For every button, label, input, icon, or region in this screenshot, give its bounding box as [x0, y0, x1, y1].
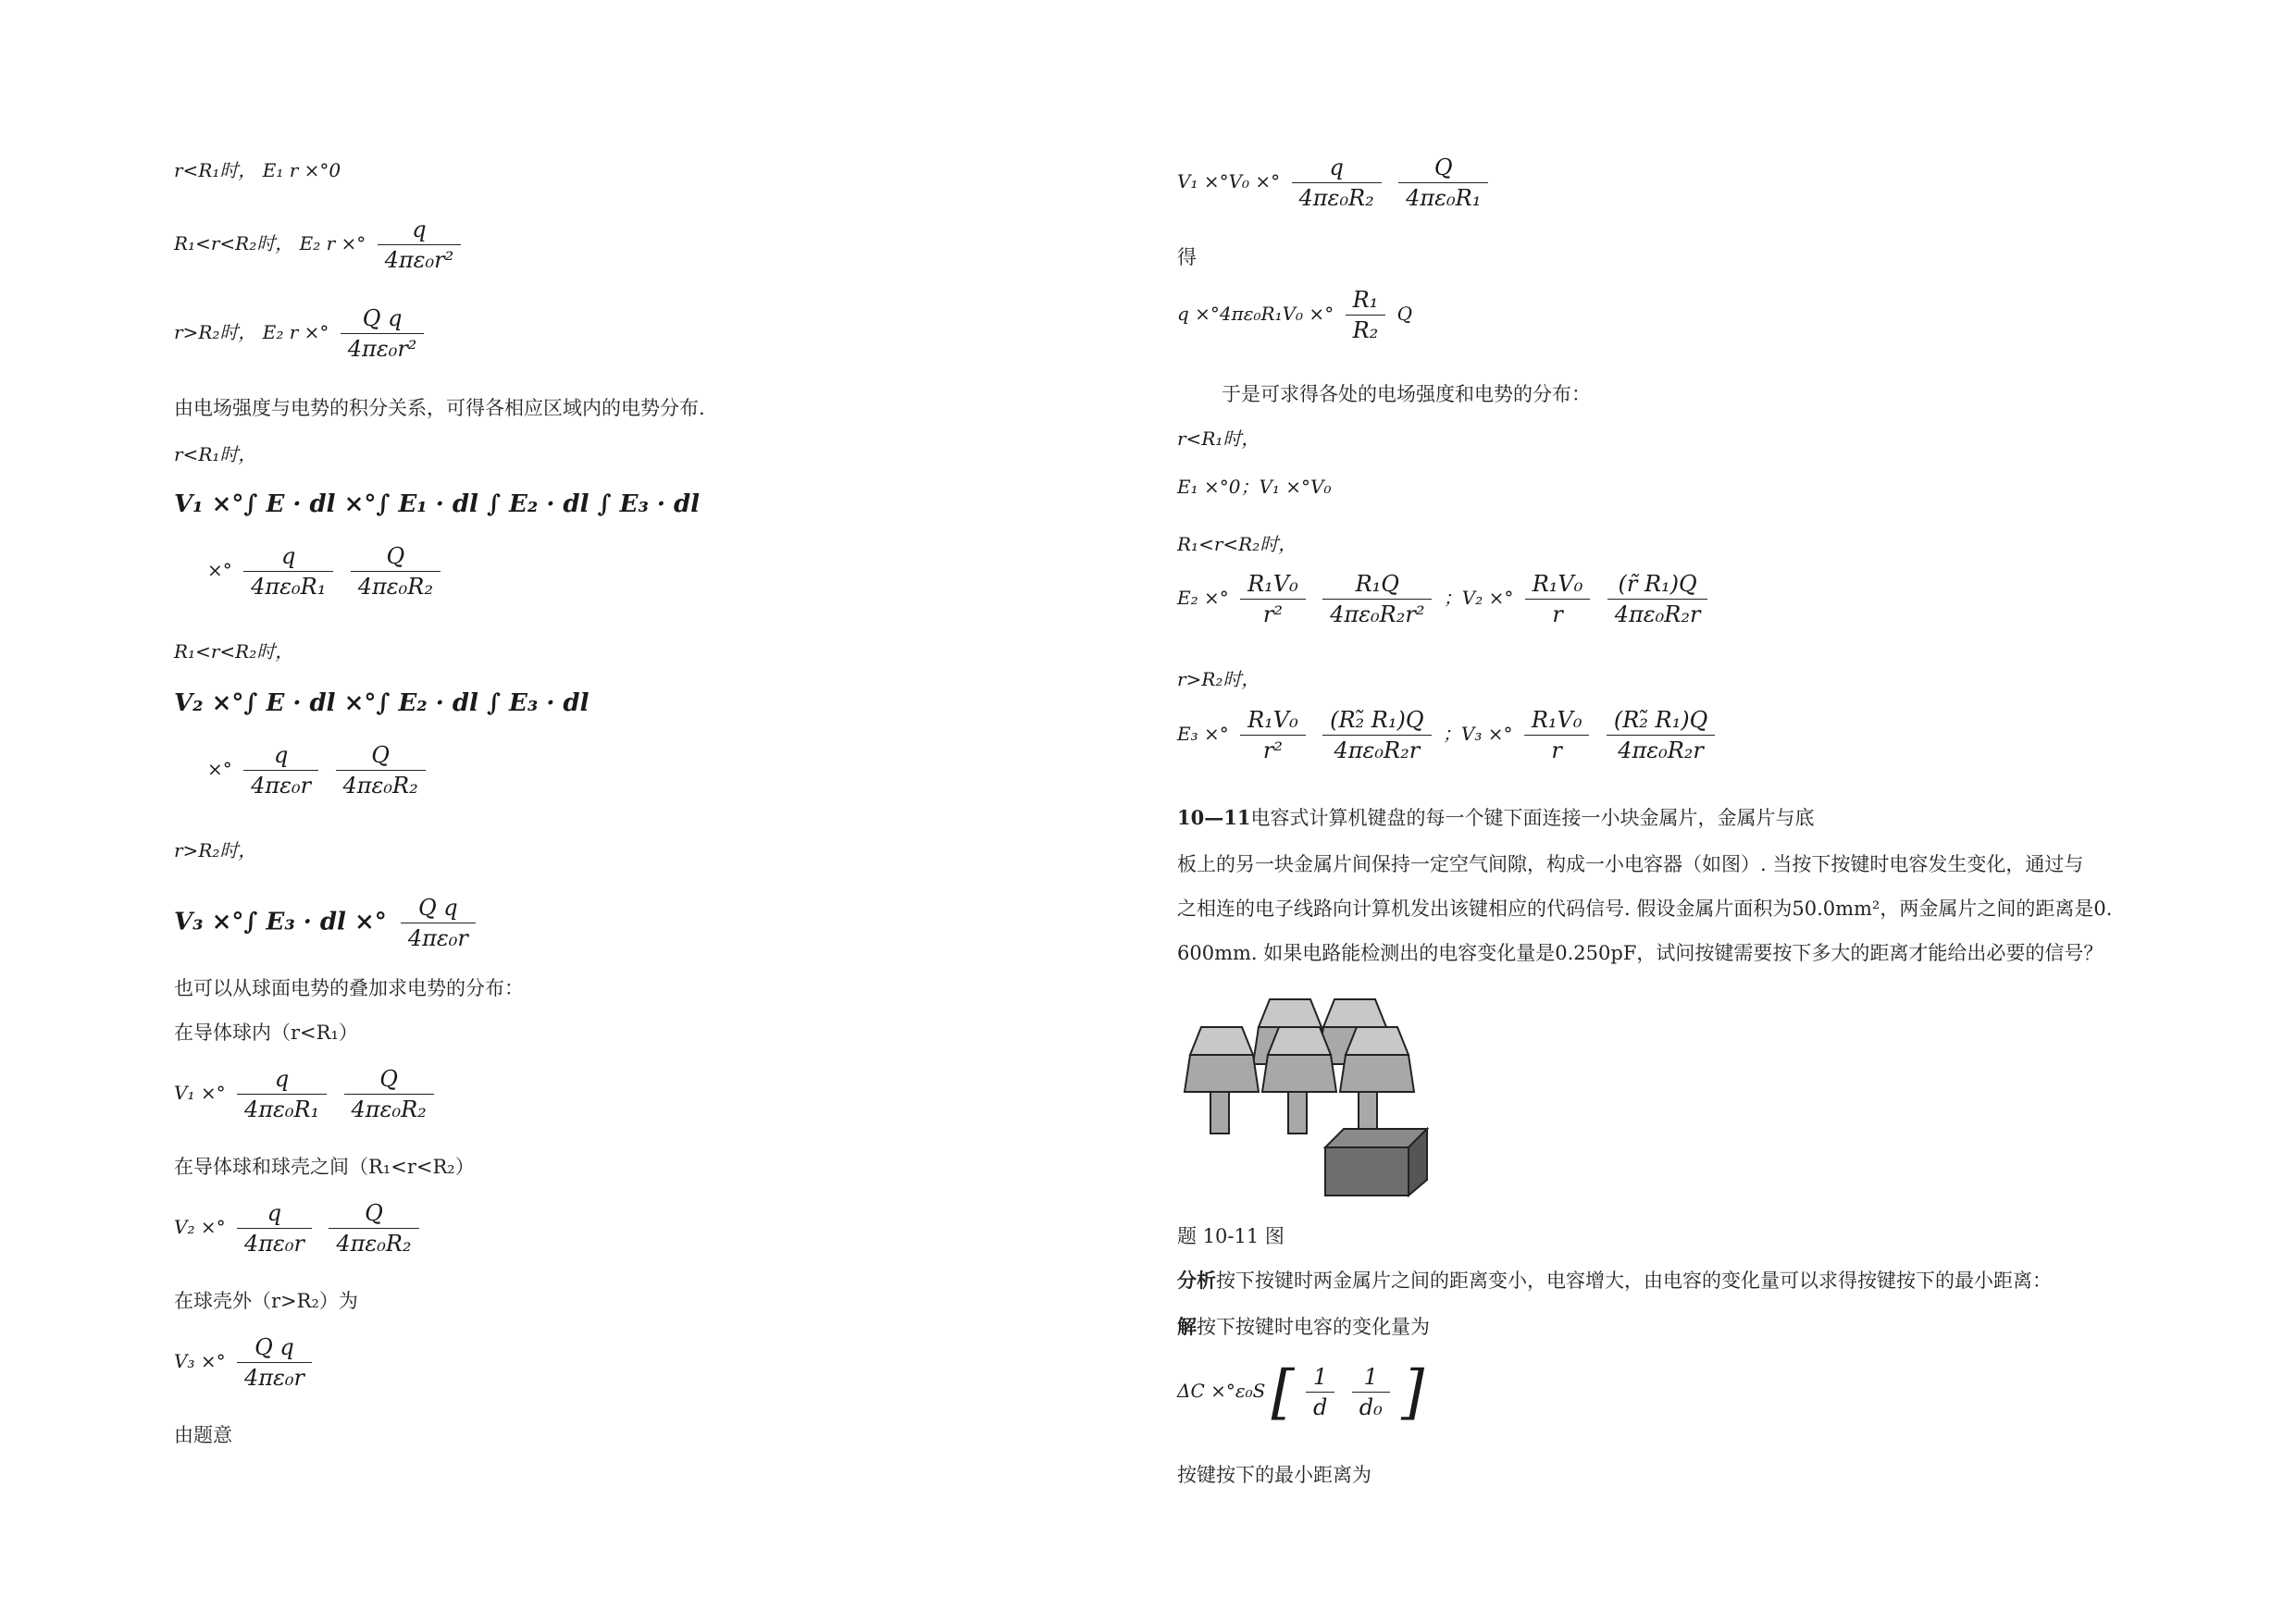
problem-line1-text: 电容式计算机键盘的每一个键下面连接一小块金属片，金属片与底: [1250, 807, 1815, 829]
region2-label: R₁<r<R₂时，: [174, 640, 294, 663]
sp-v1-num-b: Q: [344, 1064, 434, 1095]
case3-num: Q q: [341, 304, 425, 334]
q-lhs: q ×°4πε₀R₁V₀ ×°: [1177, 303, 1334, 325]
sp-v1-frac-a: [237, 1064, 327, 1124]
solution-tag: 解: [1177, 1315, 1197, 1338]
r2-v-den-a: r: [1552, 601, 1563, 627]
r2-v-frac-b: [1607, 569, 1708, 629]
v3-integral: V₃ ×°∫ E₃ · dl ×°: [174, 908, 387, 936]
base-front: [1325, 1147, 1409, 1196]
case2-den: 4πε₀r²: [384, 247, 454, 273]
v1-den-a: 4πε₀R₁: [251, 574, 327, 600]
r3-v-den-b: 4πε₀R₂r: [1618, 737, 1704, 763]
dc-frac-b: [1352, 1362, 1390, 1422]
r3-e-num-a: R₁V₀: [1240, 705, 1306, 736]
analysis-text: 按下按键时两金属片之间的距离变小，电容增大，由电容的变化量可以求得按键按下的最小距离：: [1216, 1270, 2052, 1292]
min-distance: 按键按下的最小距离为: [1177, 1464, 1371, 1486]
v2-frac-b: [336, 740, 426, 800]
eq-v1-num-b: Q: [1398, 153, 1488, 183]
r3-v-den-a: r: [1551, 737, 1562, 763]
v1-num-a: q: [243, 541, 333, 572]
stem-1: [1210, 1092, 1229, 1134]
problem-line-4: 600mm. 如果电路能检测出的电容变化量是0.250pF，试问按键需要按下多大的距离才能给出必要的信号？: [1177, 942, 2104, 964]
case3-line: [174, 304, 429, 364]
q-tail: Q: [1396, 303, 1413, 325]
r3-e-den-b: 4πε₀R₂r: [1334, 737, 1421, 763]
case2-label: R₁<r<R₂时，: [174, 232, 294, 254]
sp-v3-line: [174, 1332, 317, 1393]
r3-line: [1177, 705, 1720, 765]
problem-line-3: 之相连的电子线路向计算机发出该键相应的代码信号. 假设金属片面积为50.0mm²，两金属片之间的距离是0.: [1177, 898, 2113, 920]
sp-v2-frac-a: [237, 1198, 312, 1258]
r2-v-num-a: R₁V₀: [1525, 569, 1591, 600]
v1-frac-b: [351, 541, 441, 601]
v2-den-a: 4πε₀r: [251, 773, 312, 799]
dc-den-b: d₀: [1359, 1394, 1383, 1420]
case1-line: [174, 155, 341, 182]
sp-v2-lhs: V₂ ×°: [174, 1216, 226, 1238]
sp-v2-num-b: Q: [329, 1198, 418, 1229]
sp-v2-den-a: 4πε₀r: [243, 1231, 304, 1257]
region3-label: r>R₂时，: [174, 839, 257, 861]
v1-num-b: Q: [351, 541, 441, 572]
v2-result: [207, 740, 431, 800]
inside-label: 在导体球内（r<R₁）: [174, 1022, 358, 1044]
r2-v-den-b: 4πε₀R₂r: [1614, 601, 1701, 627]
r3-v-lhs: ；V₃ ×°: [1442, 723, 1513, 745]
v3-line: [174, 893, 481, 953]
v2-result-prefix: ×°: [207, 758, 232, 780]
key-front-1-top: [1190, 1027, 1253, 1055]
eq-v1-den-a: 4πε₀R₂: [1298, 185, 1374, 211]
v3-den: 4πε₀r: [407, 925, 468, 951]
sp-v1-lhs: V₁ ×°: [174, 1082, 226, 1104]
case1-expr: E₁ r ×°0: [262, 159, 341, 181]
case3-label: r>R₂时，: [174, 321, 257, 343]
problem-line-1: [1177, 803, 1814, 831]
superposition-intro: 也可以从球面电势的叠加求电势的分布：: [174, 977, 524, 999]
key-front-1-front: [1185, 1055, 1259, 1092]
eq-v1-frac-a: [1292, 153, 1382, 213]
r1-label: r<R₁时，: [1177, 427, 1260, 450]
v2-integral: V₂ ×°∫ E · dl ×°∫ E₂ · dl ∫ E₃ · dl: [174, 689, 590, 717]
q-fraction: [1346, 285, 1386, 345]
v2-frac-a: [243, 740, 318, 800]
dc-lhs: ΔC ×°ε₀S: [1177, 1380, 1266, 1402]
r3-v-num-b: (R₂̃ R₁)Q: [1607, 705, 1715, 736]
sp-v1-num-a: q: [237, 1064, 327, 1095]
r2-e-lhs: E₂ ×°: [1177, 587, 1229, 609]
v1-integral: V₁ ×°∫ E · dl ×°∫ E₁ · dl ∫ E₂ · dl ∫ E₃ · dl: [174, 490, 701, 518]
case3-lhs: E₂ r ×°: [262, 321, 329, 343]
right-bracket-icon: ]: [1401, 1358, 1425, 1427]
v1-den-b: 4πε₀R₂: [357, 574, 433, 600]
eq-v1-num-a: q: [1292, 153, 1382, 183]
by-problem: 由题意: [174, 1424, 232, 1446]
left-bracket-icon: [: [1271, 1358, 1295, 1427]
v1-result-prefix: ×°: [207, 559, 232, 581]
thus-line: 于是可求得各处的电场强度和电势的分布：: [1222, 383, 1591, 405]
q-den: R₂: [1352, 317, 1379, 343]
r3-e-den-a: r²: [1262, 737, 1283, 763]
sp-v2-den-b: 4πε₀R₂: [336, 1231, 412, 1257]
eq-v1-lhs: V₁ ×°V₀ ×°: [1177, 170, 1281, 192]
r3-v-frac-a: [1524, 705, 1590, 765]
v2-num-a: q: [243, 740, 318, 771]
dc-frac-a: [1306, 1362, 1334, 1422]
v1-result: [207, 541, 446, 601]
sp-v1-frac-b: [344, 1064, 434, 1124]
sp-v2-line: [174, 1198, 425, 1258]
r3-e-frac-b: [1322, 705, 1431, 765]
sp-v3-lhs: V₃ ×°: [174, 1350, 226, 1372]
outside-label: 在球壳外（r>R₂）为: [174, 1290, 358, 1312]
keyboard-keys-figure: [1177, 990, 1455, 1203]
sp-v3-fraction: [237, 1332, 312, 1393]
r3-v-num-a: R₁V₀: [1524, 705, 1590, 736]
r3-label: r>R₂时，: [1177, 668, 1260, 690]
r2-e-den-b: 4πε₀R₂r²: [1330, 601, 1425, 627]
stem-2: [1288, 1092, 1307, 1134]
case3-den: 4πε₀r²: [347, 336, 417, 362]
r2-line: [1177, 569, 1713, 629]
case3-fraction: [341, 304, 425, 364]
r1-expr: E₁ ×°0；V₁ ×°V₀: [1177, 476, 1332, 498]
obtain: 得: [1177, 246, 1197, 268]
r2-e-num-a: R₁V₀: [1240, 569, 1306, 600]
solution-text: 按下按键时电容的变化量为: [1197, 1316, 1430, 1338]
key-front-3-front: [1340, 1055, 1414, 1092]
eq-v1-den-b: 4πε₀R₁: [1406, 185, 1482, 211]
r2-v-lhs: ；V₂ ×°: [1443, 587, 1514, 609]
case2-line: [174, 215, 466, 275]
sp-v2-num-a: q: [237, 1198, 312, 1229]
r2-e-frac-b: [1322, 569, 1432, 629]
r2-e-num-b: R₁Q: [1322, 569, 1432, 600]
eq-v1-frac-b: [1398, 153, 1488, 213]
case2-fraction: [378, 215, 462, 275]
key-front-2-front: [1262, 1055, 1336, 1092]
v1-frac-a: [243, 541, 333, 601]
q-line: [1177, 285, 1412, 345]
case2-num: q: [378, 215, 462, 245]
problem-number: 10—11: [1177, 806, 1251, 829]
r2-label: R₁<r<R₂时，: [1177, 533, 1297, 555]
sp-v1-den-a: 4πε₀R₁: [243, 1096, 320, 1122]
r2-e-den-a: r²: [1262, 601, 1283, 627]
dc-num-a: 1: [1306, 1362, 1334, 1393]
v2-den-b: 4πε₀R₂: [342, 773, 418, 799]
solution-line: [1177, 1312, 1430, 1340]
between-label: 在导体球和球壳之间（R₁<r<R₂）: [174, 1156, 475, 1178]
dc-line: [1177, 1358, 1424, 1427]
analysis-tag: 分析: [1177, 1269, 1216, 1292]
problem-line-2: 板上的另一块金属片间保持一定空气间隙，构成一小电容器（如图）. 当按下按键时电容发生变化，通过与: [1177, 853, 2084, 875]
sp-v1-den-b: 4πε₀R₂: [351, 1096, 427, 1122]
r3-v-frac-b: [1607, 705, 1715, 765]
r3-e-frac-a: [1240, 705, 1306, 765]
r2-v-frac-a: [1525, 569, 1591, 629]
eq-v1-line: [1177, 153, 1494, 213]
v2-num-b: Q: [336, 740, 426, 771]
analysis-line: [1177, 1266, 2052, 1294]
r2-e-frac-a: [1240, 569, 1306, 629]
intro-potential: 由电场强度与电势的积分关系，可得各相应区域内的电势分布.: [174, 397, 705, 419]
dc-num-b: 1: [1352, 1362, 1390, 1393]
key-back-2-top: [1323, 999, 1386, 1027]
dc-den-a: d: [1313, 1394, 1328, 1420]
v3-fraction: [401, 893, 476, 953]
sp-v2-frac-b: [329, 1198, 418, 1258]
r3-e-num-b: (R₂̃ R₁)Q: [1322, 705, 1431, 736]
sp-v1-line: [174, 1064, 440, 1124]
region1-label: r<R₁时，: [174, 443, 257, 465]
sp-v3-den: 4πε₀r: [243, 1365, 304, 1391]
r2-v-num-b: (r̃ R₁)Q: [1607, 569, 1708, 600]
figure-caption: 题 10-11 图: [1177, 1225, 1285, 1247]
key-back-1-top: [1259, 999, 1322, 1027]
q-num: R₁: [1346, 285, 1386, 316]
v3-num: Q q: [401, 893, 476, 923]
case2-lhs: E₂ r ×°: [299, 232, 366, 254]
sp-v3-num: Q q: [237, 1332, 312, 1363]
key-front-2-top: [1268, 1027, 1331, 1055]
key-front-3-top: [1346, 1027, 1409, 1055]
r3-e-lhs: E₃ ×°: [1177, 723, 1229, 745]
case1-label: r<R₁时，: [174, 159, 257, 181]
